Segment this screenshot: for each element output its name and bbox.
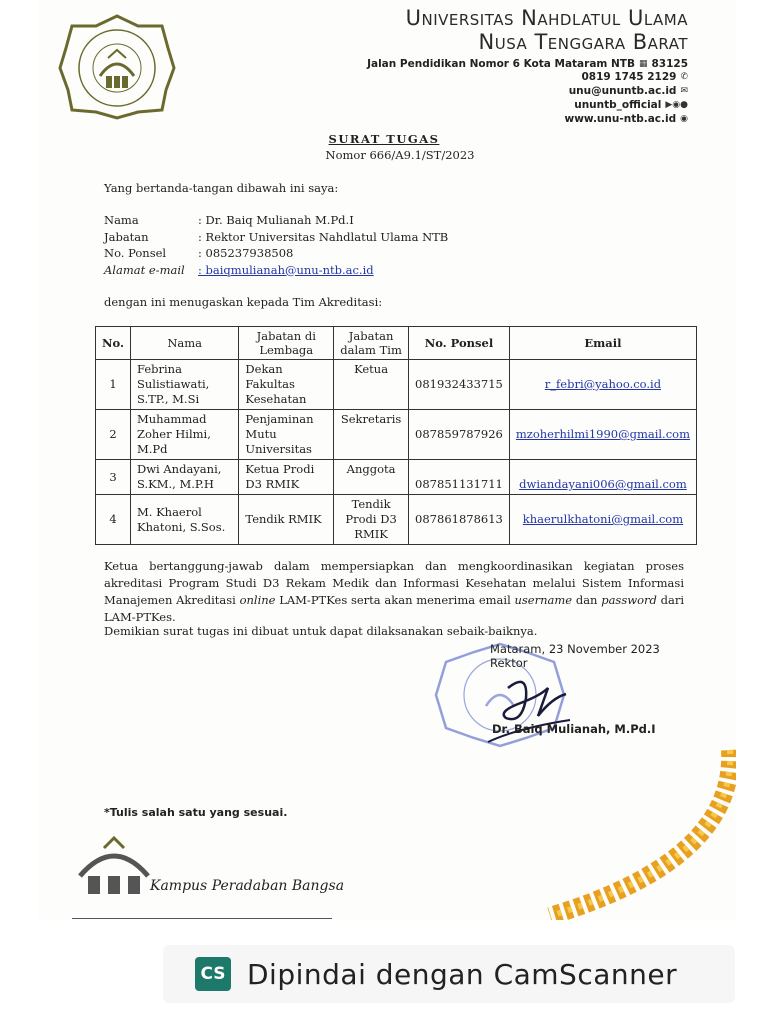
intro-text: Yang bertanda-tangan dibawah ini saya: bbox=[104, 181, 339, 195]
header-email: Email bbox=[509, 327, 696, 360]
cell-email-link[interactable]: mzoherhilmi1990@gmail.com bbox=[509, 410, 696, 460]
table-row bbox=[96, 460, 697, 495]
cell-email-link[interactable]: khaerulkhatoni@gmail.com bbox=[509, 495, 696, 545]
header-jabatan-tim: Jabatan dalam Tim bbox=[334, 327, 409, 360]
responsibility-paragraph bbox=[104, 558, 684, 626]
table-row bbox=[96, 495, 697, 545]
place-date: Mataram, 23 November 2023 bbox=[490, 642, 660, 656]
cell-nama: Dwi Andayani, S.KM., M.P.H bbox=[130, 460, 238, 495]
camscanner-label: Dipindai dengan CamScanner bbox=[247, 957, 678, 991]
whatsapp-icon: ✆ bbox=[680, 72, 688, 82]
website-row bbox=[367, 112, 688, 126]
identity-key: Alamat e-mail bbox=[104, 262, 185, 277]
cell-nama: Febrina Sulistiawati, S.TP., M.Si bbox=[130, 360, 238, 410]
cell-tim: Ketua bbox=[334, 360, 409, 410]
para-italic-online: online bbox=[239, 593, 276, 607]
cell-no: 2 bbox=[96, 410, 131, 460]
footer-slogan: Kampus Peradaban Bangsa bbox=[150, 878, 345, 894]
university-logo bbox=[58, 14, 176, 120]
cell-nama: Muhammad Zoher Hilmi, M.Pd bbox=[130, 410, 238, 460]
signer-name: Dr. Baiq Mulianah, M.Pd.I bbox=[492, 722, 656, 736]
cell-ponsel: 087859787926 bbox=[409, 410, 510, 460]
identity-value: : Rektor Universitas Nahdlatul Ulama NTB bbox=[198, 229, 449, 244]
signer-email-link[interactable]: : baiqmulianah@unu-ntb.ac.id bbox=[198, 262, 374, 277]
identity-row bbox=[104, 245, 448, 262]
assign-text: dengan ini menugaskan kepada Tim Akreditasi: bbox=[104, 295, 383, 309]
para-text: Ketua bertanggung-jawab dalam mempersiapkan dan mengkoordinasikan kegiatan proses akreditasi Program Studi D3 Rekam Medik dan Informasi Kesehatan melalui Sistem Informasi Manajemen Akreditasi bbox=[104, 559, 684, 607]
handwritten-signature bbox=[478, 668, 578, 748]
cell-email-link[interactable]: dwiandayani006@gmail.com bbox=[509, 460, 696, 495]
para-text: dari LAM-PTKes. bbox=[104, 593, 685, 624]
address-text: Jalan Pendidikan Nomor 6 Kota Mataram NTB bbox=[367, 58, 635, 70]
mail-icon: ✉ bbox=[680, 86, 688, 96]
cell-ponsel: 081932433715 bbox=[409, 360, 510, 410]
cell-tim: Sekretaris bbox=[334, 410, 409, 460]
university-name-line1: Universitas Nahdlatul Ulama bbox=[405, 6, 688, 30]
identity-row bbox=[104, 229, 448, 246]
address bbox=[367, 58, 688, 70]
header-nama: Nama bbox=[130, 327, 238, 360]
cell-nama: M. Khaerol Khatoni, S.Sos. bbox=[130, 495, 238, 545]
identity-key: Nama bbox=[104, 213, 139, 227]
team-table bbox=[95, 326, 697, 545]
closing-text: Demikian surat tugas ini dibuat untuk dapat dilaksanakan sebaik-baiknya. bbox=[104, 624, 538, 638]
letterhead bbox=[367, 6, 688, 126]
letter-number: Nomor 666/A9.1/ST/2023 bbox=[325, 148, 475, 162]
identity-key: No. Ponsel bbox=[104, 246, 167, 260]
postcode: 83125 bbox=[651, 58, 688, 70]
website: www.unu-ntb.ac.id bbox=[564, 113, 677, 125]
signer-identity bbox=[104, 212, 448, 278]
cell-ponsel: 087851131711 bbox=[409, 460, 510, 495]
cell-tim: Anggota bbox=[334, 460, 409, 495]
footer-divider bbox=[72, 918, 332, 919]
footer-logo bbox=[74, 832, 154, 898]
map-icon: ▦ bbox=[638, 59, 648, 69]
para-text: LAM-PTKes serta akan menerima email bbox=[279, 593, 511, 607]
identity-value: : 085237938508 bbox=[198, 246, 294, 260]
letter-title bbox=[0, 132, 768, 146]
cell-tim: Tendik Prodi D3 RMIK bbox=[334, 495, 409, 545]
letter-title-text: SURAT TUGAS bbox=[328, 132, 440, 146]
cell-lembaga: Tendik RMIK bbox=[239, 495, 334, 545]
identity-row bbox=[104, 262, 448, 279]
header-ponsel: No. Ponsel bbox=[409, 327, 510, 360]
footnote: *Tulis salah satu yang sesuai. bbox=[104, 806, 288, 819]
social-row bbox=[367, 98, 688, 112]
gold-rope-decoration bbox=[540, 740, 736, 920]
cell-ponsel: 087861878613 bbox=[409, 495, 510, 545]
university-name-line2: Nusa Tenggara Barat bbox=[478, 30, 688, 54]
cell-lembaga: Dekan Fakultas Kesehatan bbox=[239, 360, 334, 410]
table-row bbox=[96, 360, 697, 410]
header-no: No. bbox=[96, 327, 131, 360]
email: unu@ununtb.ac.id bbox=[568, 85, 677, 97]
cell-email-link[interactable]: r_febri@yahoo.co.id bbox=[509, 360, 696, 410]
identity-value: : Dr. Baiq Mulianah M.Pd.I bbox=[198, 213, 354, 227]
identity-key: Jabatan bbox=[104, 229, 149, 244]
header-jabatan-lembaga: Jabatan di Lembaga bbox=[239, 327, 334, 360]
social: ununtb_official bbox=[574, 99, 662, 111]
email-row bbox=[367, 84, 688, 98]
cell-no: 4 bbox=[96, 495, 131, 545]
table-header-row bbox=[96, 327, 697, 360]
camscanner-banner bbox=[163, 945, 735, 1003]
cell-no: 1 bbox=[96, 360, 131, 410]
cell-no: 3 bbox=[96, 460, 131, 495]
phone: 0819 1745 2129 bbox=[581, 71, 677, 83]
social-media-icons: ▶◉● bbox=[665, 100, 688, 110]
para-italic-username: username bbox=[514, 593, 573, 607]
para-text: dan bbox=[575, 593, 598, 607]
signer-position: Rektor bbox=[490, 656, 528, 670]
camscanner-logo: CS bbox=[195, 957, 231, 991]
signature-block bbox=[490, 642, 660, 670]
cell-lembaga: Penjaminan Mutu Universitas bbox=[239, 410, 334, 460]
phone-row bbox=[367, 70, 688, 84]
table-row bbox=[96, 410, 697, 460]
globe-icon: ◉ bbox=[680, 114, 688, 124]
para-italic-password: password bbox=[601, 593, 657, 607]
cell-lembaga: Ketua Prodi D3 RMIK bbox=[239, 460, 334, 495]
identity-row bbox=[104, 212, 448, 229]
